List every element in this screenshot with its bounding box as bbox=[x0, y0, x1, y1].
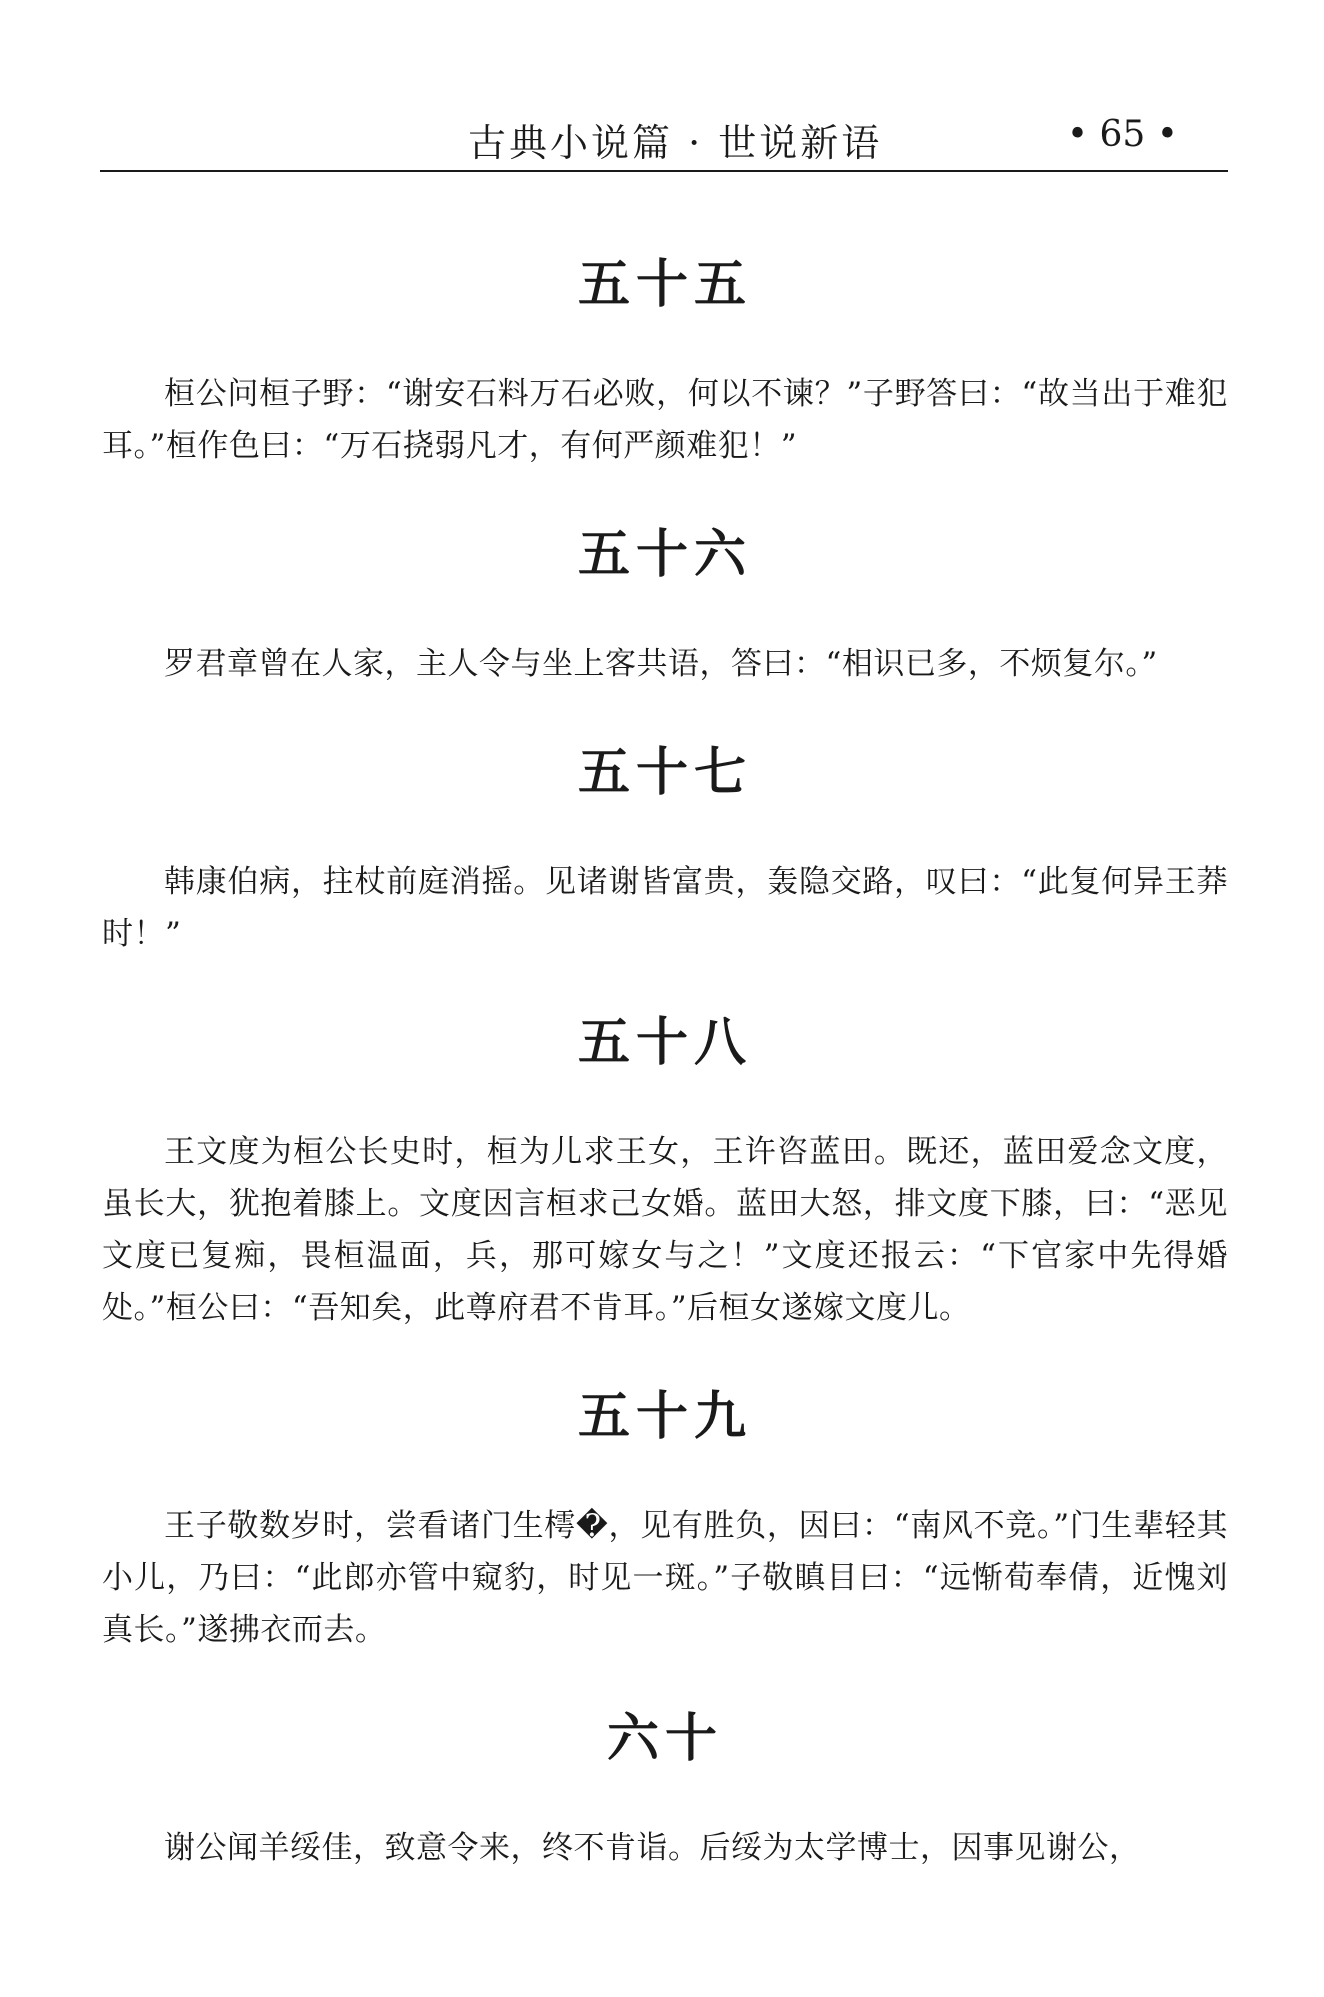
section-title: 五十八 bbox=[577, 1013, 752, 1073]
section-57 bbox=[102, 738, 1228, 960]
page-content bbox=[102, 250, 1228, 1922]
section-55 bbox=[102, 250, 1228, 472]
section-text: 王子敬数岁时，尝看诸门生樗�，见有胜负，因曰：“南风不竞。”门生辈轻其小儿，乃曰：“此郎亦管中窥豹，时见一斑。”子敬瞋目曰：“远惭荀奉倩，近愧刘真长。”遂拂衣而去。 bbox=[102, 1508, 1228, 1648]
header-title: 古典小说篇 · 世说新语 bbox=[468, 121, 883, 165]
section-title: 五十七 bbox=[577, 743, 752, 803]
section-text: 罗君章曾在人家，主人令与坐上客共语，答曰：“相识已多，不烦复尔。” bbox=[164, 646, 1158, 682]
section-text: 谢公闻羊绥佳，致意令来，终不肯诣。后绥为太学博士，因事见谢公， bbox=[164, 1830, 1141, 1866]
section-title: 六十 bbox=[606, 1709, 723, 1769]
section-text: 韩康伯病，拄杖前庭消摇。见诸谢皆富贵，轰隐交路，叹曰：“此复何异王莽时！” bbox=[102, 864, 1228, 952]
page-number: • 65 • bbox=[1066, 114, 1178, 155]
section-60 bbox=[102, 1704, 1228, 1874]
section-title: 五十九 bbox=[577, 1387, 752, 1447]
section-text: 王文度为桓公长史时，桓为儿求王女，王许咨蓝田。既还，蓝田爱念文度，虽长大，犹抱着膝上。文度因言桓求己女婚。蓝田大怒，排文度下膝，曰：“恶见文度已复痴，畏桓温面，兵，那可嫁女与之！”文度还报云：“下官家中先得婚处。”桓公曰：“吾知矣，此尊府君不肯耳。”后桓女遂嫁文度儿。 bbox=[102, 1134, 1228, 1326]
section-text: 桓公问桓子野：“谢安石料万石必败，何以不谏？”子野答曰：“故当出于难犯耳。”桓作色曰：“万石挠弱凡才，有何严颜难犯！” bbox=[102, 376, 1228, 464]
section-title: 五十五 bbox=[577, 255, 752, 315]
section-58 bbox=[102, 1008, 1228, 1334]
section-title: 五十六 bbox=[577, 525, 752, 585]
section-56 bbox=[102, 520, 1228, 690]
running-header bbox=[100, 108, 1228, 172]
section-59 bbox=[102, 1382, 1228, 1656]
